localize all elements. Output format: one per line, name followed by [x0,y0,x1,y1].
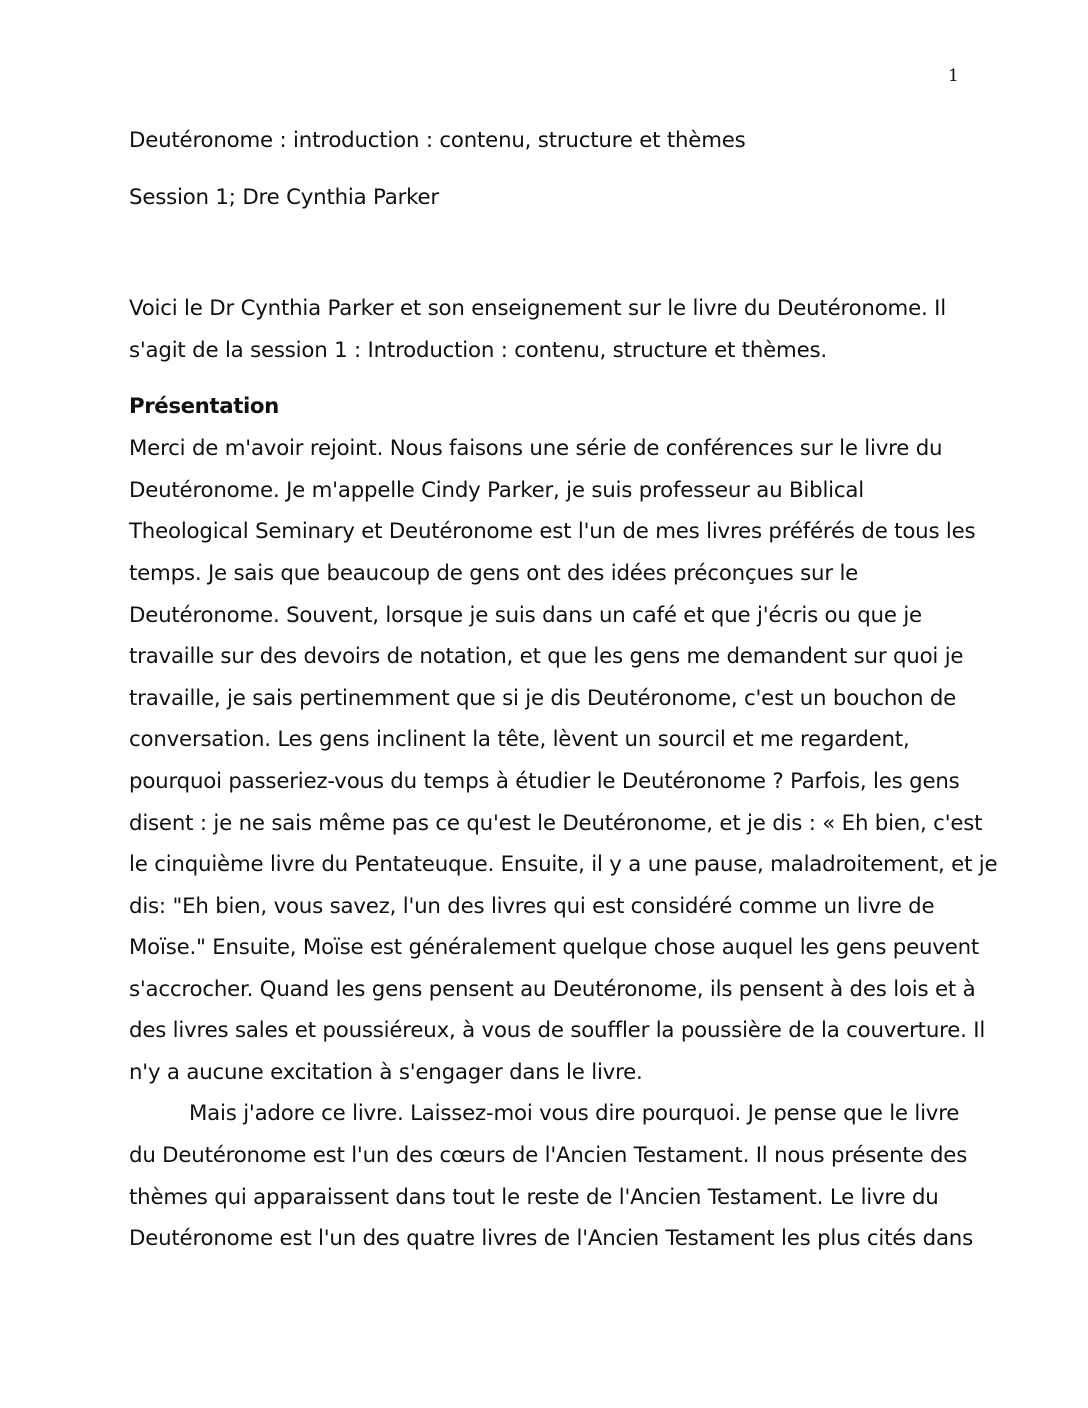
paragraph-line: s'accrocher. Quand les gens pensent au Deutéronome, ils pensent à des lois et à [129,977,976,1002]
intro-line: Voici le Dr Cynthia Parker et son enseignement sur le livre du Deutéronome. Il [129,296,946,321]
paragraph-line: Deutéronome. Souvent, lorsque je suis dans un café et que j'écris ou que je [129,603,922,628]
paragraph-line: Theological Seminary et Deutéronome est l'un de mes livres préférés de tous les [129,519,976,544]
intro-line: s'agit de la session 1 : Introduction : contenu, structure et thèmes. [129,338,827,363]
page-number: 1 [948,66,959,86]
paragraph-line: thèmes qui apparaissent dans tout le reste de l'Ancien Testament. Le livre du [129,1185,939,1210]
paragraph-line: conversation. Les gens inclinent la tête, lèvent un sourcil et me regardent, [129,727,910,752]
paragraph-line: n'y a aucune excitation à s'engager dans le livre. [129,1060,643,1085]
paragraph-line: du Deutéronome est l'un des cœurs de l'Ancien Testament. Il nous présente des [129,1143,968,1168]
paragraph-line: travaille sur des devoirs de notation, et que les gens me demandent sur quoi je [129,644,964,669]
paragraph-line: Deutéronome est l'un des quatre livres de l'Ancien Testament les plus cités dans [129,1226,973,1251]
paragraph-line: travaille, je sais pertinemment que si je dis Deutéronome, c'est un bouchon de [129,686,957,711]
paragraph-line: Moïse." Ensuite, Moïse est généralement quelque chose auquel les gens peuvent [129,935,980,960]
paragraph-line: pourquoi passeriez-vous du temps à étudier le Deutéronome ? Parfois, les gens [129,769,960,794]
paragraph-line: dis: "Eh bien, vous savez, l'un des livres qui est considéré comme un livre de [129,894,935,919]
document-title: Deutéronome : introduction : contenu, structure et thèmes [129,128,746,153]
paragraph-line: disent : je ne sais même pas ce qu'est le Deutéronome, et je dis : « Eh bien, c'est [129,811,983,836]
paragraph-line: Merci de m'avoir rejoint. Nous faisons une série de conférences sur le livre du [129,436,943,461]
paragraph-line: des livres sales et poussiéreux, à vous de souffler la poussière de la couverture. Il [129,1018,986,1043]
paragraph-line: Mais j'adore ce livre. Laissez-moi vous dire pourquoi. Je pense que le livre [189,1101,960,1126]
paragraph-line: temps. Je sais que beaucoup de gens ont des idées préconçues sur le [129,561,859,586]
section-heading: Présentation [129,394,279,419]
document-subtitle: Session 1; Dre Cynthia Parker [129,185,439,210]
paragraph-line: le cinquième livre du Pentateuque. Ensuite, il y a une pause, maladroitement, et je [129,852,998,877]
paragraph-line: Deutéronome. Je m'appelle Cindy Parker, je suis professeur au Biblical [129,478,864,503]
